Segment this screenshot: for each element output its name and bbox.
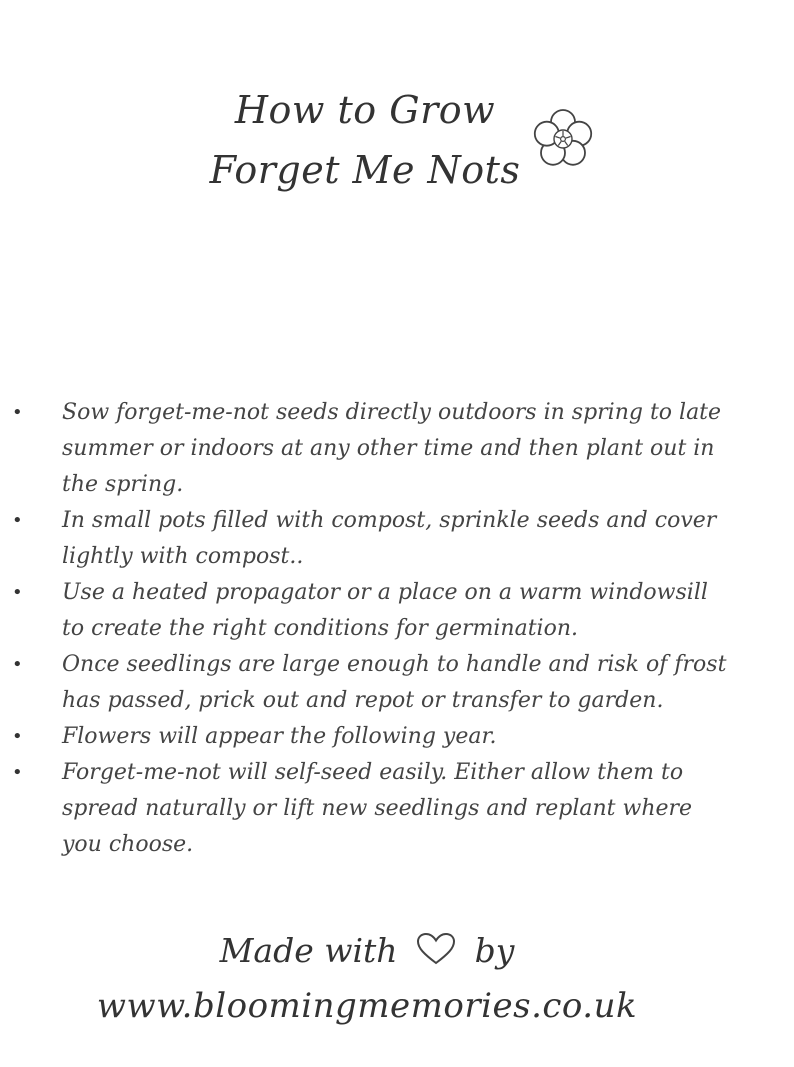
instruction-text: Use a heated propagator or a place on a warm windowsill to create the right conditions for germination. xyxy=(62,580,708,641)
instruction-text: Forget-me-not will self-seed easily. Either allow them to spread naturally or lift new seedlings and replant where you choose. xyxy=(62,760,693,857)
bullet: • xyxy=(12,726,23,747)
title-line-1: How to Grow xyxy=(234,88,496,132)
instruction-text: Flowers will appear the following year. xyxy=(62,724,497,749)
list-item xyxy=(0,575,794,647)
made-with-line xyxy=(0,925,764,977)
instruction-text: In small pots filled with compost, sprinkle seeds and cover lightly with compost.. xyxy=(62,508,717,569)
bullet: • xyxy=(12,762,23,783)
instruction-text: Once seedlings are large enough to handle and risk of frost has passed, prick out and repot or transfer to garden. xyxy=(62,652,727,713)
footer xyxy=(0,925,794,1035)
instruction-text: Sow forget-me-not seeds directly outdoors in spring to late summer or indoors at any other time and then plant out in the spring. xyxy=(62,400,722,497)
title-line-2: Forget Me Nots xyxy=(209,148,521,192)
bullet: • xyxy=(12,582,23,603)
website-link[interactable]: www.bloomingmemories.co.uk xyxy=(96,986,638,1026)
list-item xyxy=(0,395,794,503)
heart-icon xyxy=(416,932,456,966)
made-with-text: Made with xyxy=(219,931,398,970)
flower-icon xyxy=(528,104,598,174)
bullet: • xyxy=(12,654,23,675)
list-item xyxy=(0,755,794,863)
bullet: • xyxy=(12,510,23,531)
list-item xyxy=(0,647,794,719)
title-block xyxy=(150,80,580,200)
bullet: • xyxy=(12,402,23,423)
by-text: by xyxy=(474,931,515,970)
list-item xyxy=(0,719,794,755)
instruction-list xyxy=(0,395,794,863)
list-item xyxy=(0,503,794,575)
